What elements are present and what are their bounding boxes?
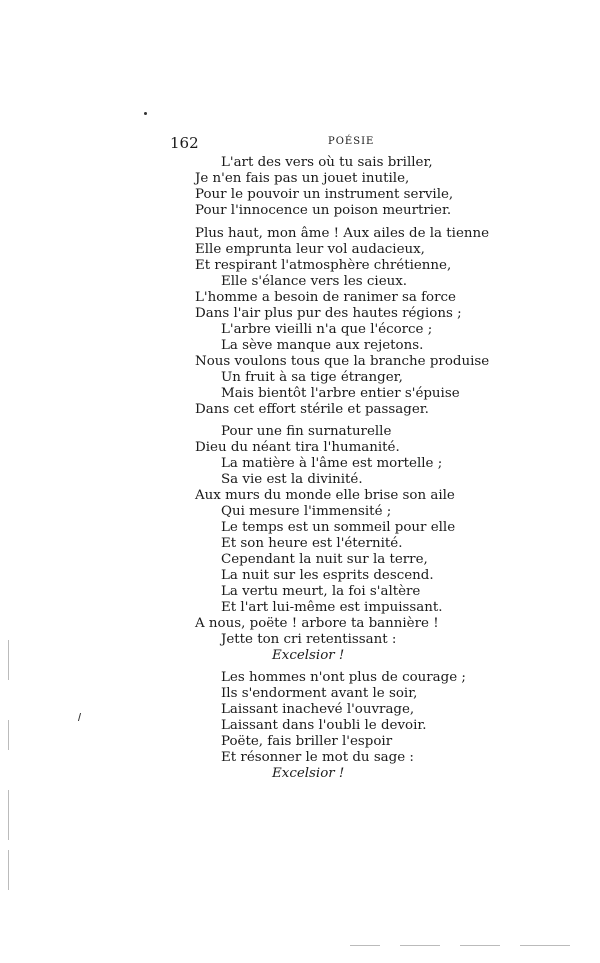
- poem-line: Pour l'innocence un poison meurtrier.: [195, 203, 452, 218]
- poem-line: L'arbre vieilli n'a que l'écorce ;: [221, 322, 433, 337]
- poem-line: Pour le pouvoir un instrument servile,: [195, 187, 454, 202]
- poem-line: Et l'art lui-même est impuissant.: [221, 600, 443, 615]
- poem-line: Cependant la nuit sur la terre,: [221, 552, 428, 567]
- bottom-edge-dash: [520, 945, 570, 946]
- poem-refrain: Excelsior !: [272, 766, 345, 781]
- poem-line: Elle s'élance vers les cieux.: [221, 274, 408, 289]
- ink-speck: [144, 112, 147, 115]
- page-number: 162: [170, 134, 199, 152]
- ink-speck: [78, 713, 81, 721]
- poem-line: Et résonner le mot du sage :: [221, 750, 414, 765]
- poem-line: Pour une fin surnaturelle: [221, 424, 392, 439]
- poem-line: La matière à l'âme est mortelle ;: [221, 456, 443, 471]
- poem-line: Jette ton cri retentissant :: [221, 632, 397, 647]
- poem-line: Les hommes n'ont plus de courage ;: [221, 670, 466, 685]
- poem-line: Sa vie est la divinité.: [221, 472, 363, 487]
- poem-line: Nous voulons tous que la branche produise: [195, 354, 490, 369]
- poem-line: Mais bientôt l'arbre entier s'épuise: [221, 386, 460, 401]
- poem-line: Plus haut, mon âme ! Aux ailes de la tienne: [195, 226, 490, 241]
- margin-mark: [8, 640, 9, 680]
- running-head: POÉSIE: [328, 136, 375, 147]
- poem-line: Dans cet effort stérile et passager.: [195, 402, 429, 417]
- poem-line: Dans l'air plus pur des hautes régions ;: [195, 306, 462, 321]
- poem-line: Qui mesure l'immensité ;: [221, 504, 392, 519]
- poem-line: A nous, poëte ! arbore ta bannière !: [195, 616, 439, 631]
- poem-line: Je n'en fais pas un jouet inutile,: [195, 171, 410, 186]
- margin-mark: [8, 720, 9, 750]
- poem-line: Le temps est un sommeil pour elle: [221, 520, 456, 535]
- poem-line: Laissant dans l'oubli le devoir.: [221, 718, 427, 733]
- poem-line: Et son heure est l'éternité.: [221, 536, 403, 551]
- poem-line: Laissant inachevé l'ouvrage,: [221, 702, 415, 717]
- margin-mark: [8, 850, 9, 890]
- page-header: [170, 134, 530, 154]
- poem-line: Elle emprunta leur vol audacieux,: [195, 242, 425, 257]
- margin-mark: [8, 790, 9, 840]
- bottom-edge-dash: [350, 945, 380, 946]
- poem-line: L'homme a besoin de ranimer sa force: [195, 290, 456, 305]
- poem-line: La vertu meurt, la foi s'altère: [221, 584, 421, 599]
- poem-line: Poëte, fais briller l'espoir: [221, 734, 393, 749]
- poem-line: Aux murs du monde elle brise son aile: [195, 488, 455, 503]
- poem-line: Ils s'endorment avant le soir,: [221, 686, 418, 701]
- poem-line: L'art des vers où tu sais briller,: [221, 155, 433, 170]
- poem-line: La nuit sur les esprits descend.: [221, 568, 434, 583]
- poem-line: Et respirant l'atmosphère chrétienne,: [195, 258, 452, 273]
- bottom-edge-dash: [400, 945, 440, 946]
- poem-refrain: Excelsior !: [272, 648, 345, 663]
- bottom-edge-dash: [460, 945, 500, 946]
- poem-line: Dieu du néant tira l'humanité.: [195, 440, 400, 455]
- poem-line: Un fruit à sa tige étranger,: [221, 370, 403, 385]
- poem-line: La sève manque aux rejetons.: [221, 338, 424, 353]
